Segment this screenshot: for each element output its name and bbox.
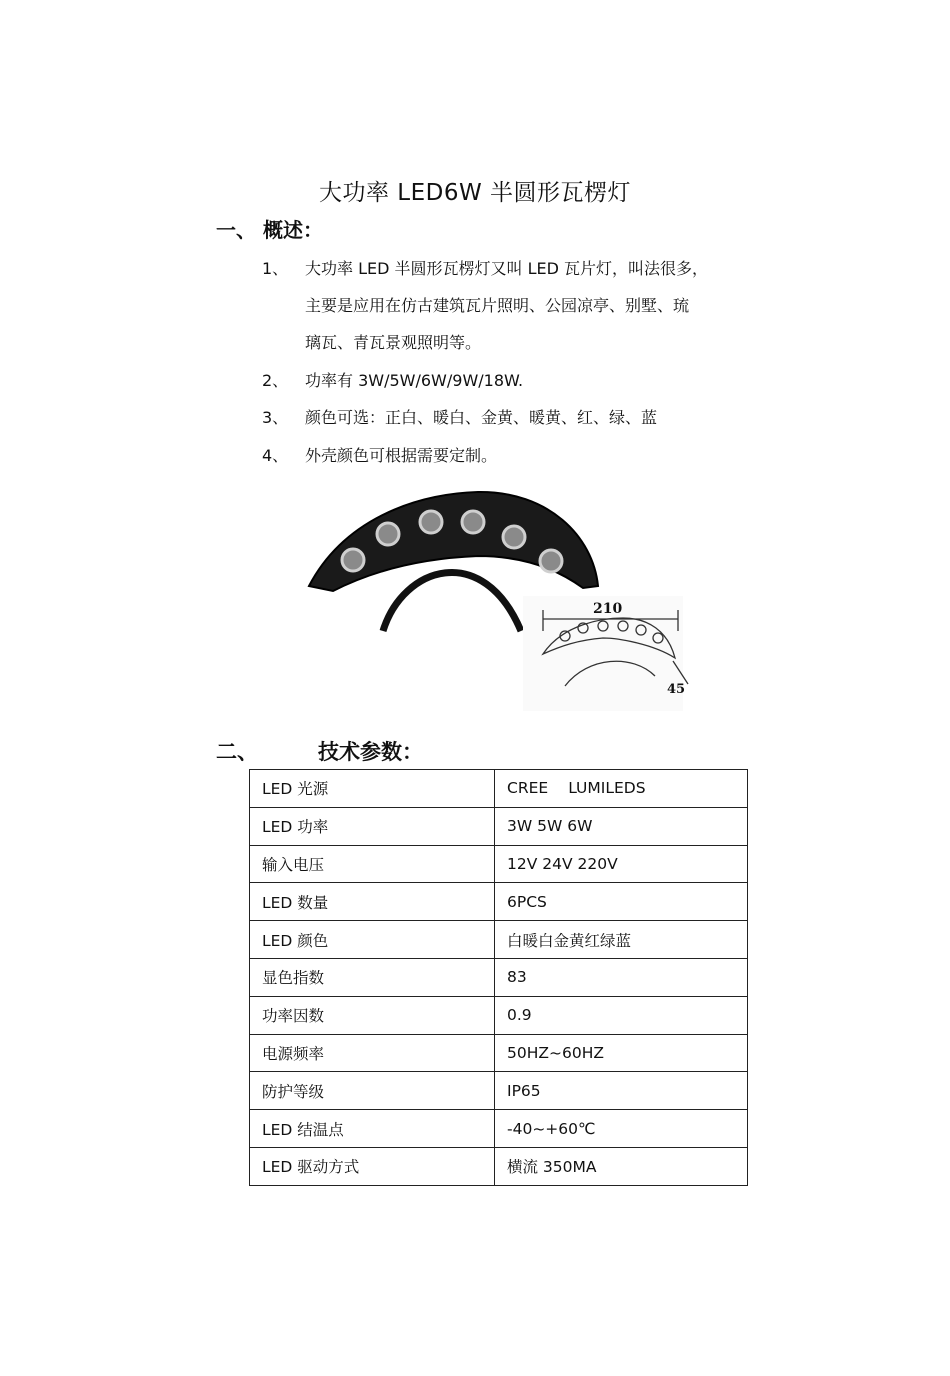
spec-value: IP65 — [495, 1072, 748, 1110]
spec-key: 电源频率 — [250, 1034, 495, 1072]
spec-key: LED 数量 — [250, 883, 495, 921]
list-item-number: 1、 — [262, 259, 289, 278]
table-row — [250, 1147, 748, 1185]
spec-value-part: LUMILEDS — [568, 779, 646, 798]
spec-key: LED 颜色 — [250, 921, 495, 959]
spec-key: 防护等级 — [250, 1072, 495, 1110]
spec-key: 显色指数 — [250, 958, 495, 996]
table-row — [250, 1072, 748, 1110]
led-lens — [540, 550, 562, 572]
section-heading-overview: 一、 概述： — [216, 218, 323, 242]
list-item-continuation: 璃瓦、青瓦景观照明等。 — [305, 333, 482, 352]
led-lens — [377, 523, 399, 545]
spec-key: LED 光源 — [250, 770, 495, 808]
section-heading-specs — [216, 736, 423, 766]
spec-key: 输入电压 — [250, 845, 495, 883]
spec-value: 0.9 — [495, 996, 748, 1034]
list-item-number: 2、 — [262, 371, 289, 390]
spec-value: 12V 24V 220V — [495, 845, 748, 883]
list-item-text: 外壳颜色可根据需要定制。 — [305, 446, 498, 465]
list-item-text: 大功率 LED 半圆形瓦楞灯又叫 LED 瓦片灯，叫法很多， — [305, 259, 709, 278]
spec-key: LED 驱动方式 — [250, 1147, 495, 1185]
document-title: 大功率 LED6W 半圆形瓦楞灯 — [318, 180, 632, 206]
lamp-illustration — [303, 486, 703, 712]
spec-value — [495, 770, 748, 808]
spec-key: LED 结温点 — [250, 1110, 495, 1148]
spec-table — [249, 769, 748, 1186]
lamp-bracket-shape — [383, 573, 521, 631]
table-row — [250, 958, 748, 996]
spec-value-part: CREE — [507, 779, 549, 798]
table-row — [250, 996, 748, 1034]
led-lens — [503, 526, 525, 548]
list-item-text: 功率有 3W/5W/6W/9W/18W. — [305, 371, 524, 390]
table-row — [250, 921, 748, 959]
spec-value: 横流 350MA — [495, 1147, 748, 1185]
dimension-width-label: 210 — [593, 601, 623, 617]
spec-value: 白暖白金黄红绿蓝 — [495, 921, 748, 959]
list-item-number: 4、 — [262, 446, 289, 465]
spec-value: 3W 5W 6W — [495, 807, 748, 845]
dimension-depth-label: 45 — [667, 682, 686, 697]
led-lens — [462, 511, 484, 533]
list-item-continuation: 主要是应用在仿古建筑瓦片照明、公园凉亭、别墅、琉 — [305, 296, 690, 315]
spec-value: 6PCS — [495, 883, 748, 921]
lamp-body-shape — [309, 492, 598, 591]
table-row — [250, 1110, 748, 1148]
led-lens — [342, 549, 364, 571]
spec-key: 功率因数 — [250, 996, 495, 1034]
spec-key: LED 功率 — [250, 807, 495, 845]
section-heading-number: 二、 — [216, 740, 258, 764]
section-heading-text: 技术参数： — [318, 740, 423, 764]
spec-value: -40~+60℃ — [495, 1110, 748, 1148]
table-row — [250, 845, 748, 883]
product-figure — [303, 486, 703, 712]
list-item-text: 颜色可选：正白、暖白、金黄、暖黄、红、绿、蓝 — [305, 408, 658, 427]
spec-value: 83 — [495, 958, 748, 996]
table-row — [250, 770, 748, 808]
led-lens — [420, 511, 442, 533]
table-row — [250, 1034, 748, 1072]
spec-value: 50HZ~60HZ — [495, 1034, 748, 1072]
table-row — [250, 807, 748, 845]
list-item-number: 3、 — [262, 408, 289, 427]
table-row — [250, 883, 748, 921]
